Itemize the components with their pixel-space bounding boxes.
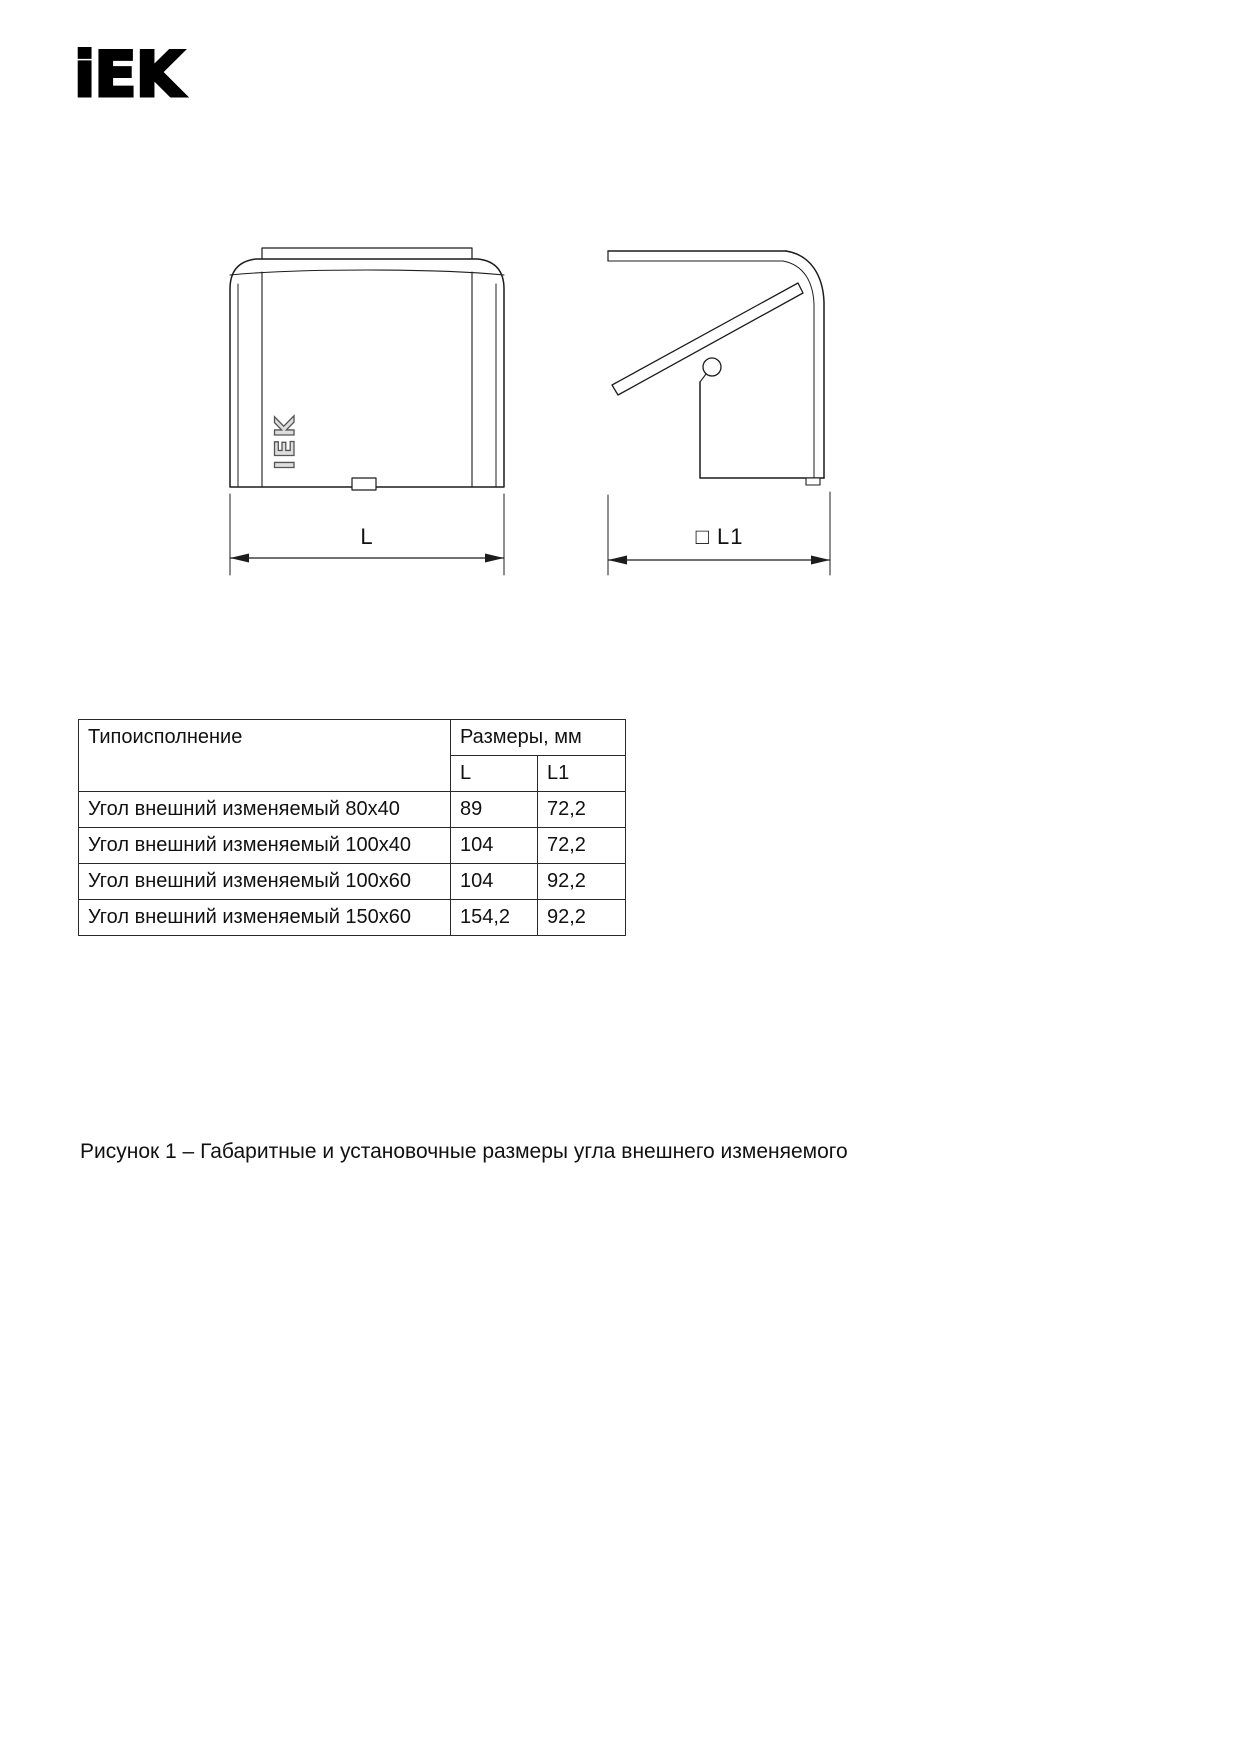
figure-caption: Рисунок 1 – Габаритные и установочные размеры угла внешнего изменяемого bbox=[80, 1140, 848, 1163]
cell-l: 154,2 bbox=[451, 900, 538, 936]
side-view-drawing bbox=[602, 242, 837, 587]
col-header-l: L bbox=[451, 756, 538, 792]
table-row bbox=[79, 900, 626, 936]
col-header-dimensions: Размеры, мм bbox=[451, 720, 626, 756]
cell-l: 104 bbox=[451, 864, 538, 900]
table-row bbox=[79, 864, 626, 900]
cell-l1: 72,2 bbox=[538, 828, 626, 864]
cell-l1: 72,2 bbox=[538, 792, 626, 828]
cell-type: Угол внешний изменяемый 80x40 bbox=[79, 792, 451, 828]
col-header-type: Типоисполнение bbox=[79, 720, 451, 792]
cell-l1: 92,2 bbox=[538, 864, 626, 900]
embossed-brand-text: IEK bbox=[270, 414, 301, 470]
cell-type: Угол внешний изменяемый 100x60 bbox=[79, 864, 451, 900]
table-row bbox=[79, 828, 626, 864]
col-header-l1: L1 bbox=[538, 756, 626, 792]
front-view-drawing bbox=[222, 242, 512, 587]
cell-type: Угол внешний изменяемый 150x60 bbox=[79, 900, 451, 936]
cell-l: 104 bbox=[451, 828, 538, 864]
dimension-label-l1: □ L1 bbox=[695, 524, 744, 549]
cell-l1: 92,2 bbox=[538, 900, 626, 936]
cell-l: 89 bbox=[451, 792, 538, 828]
table-row bbox=[79, 792, 626, 828]
cell-type: Угол внешний изменяемый 100x40 bbox=[79, 828, 451, 864]
dimensions-table bbox=[78, 719, 626, 936]
iek-logo: iEK bbox=[74, 38, 183, 111]
dimension-label-l: L bbox=[360, 524, 374, 549]
table-header-row-1 bbox=[79, 720, 626, 756]
